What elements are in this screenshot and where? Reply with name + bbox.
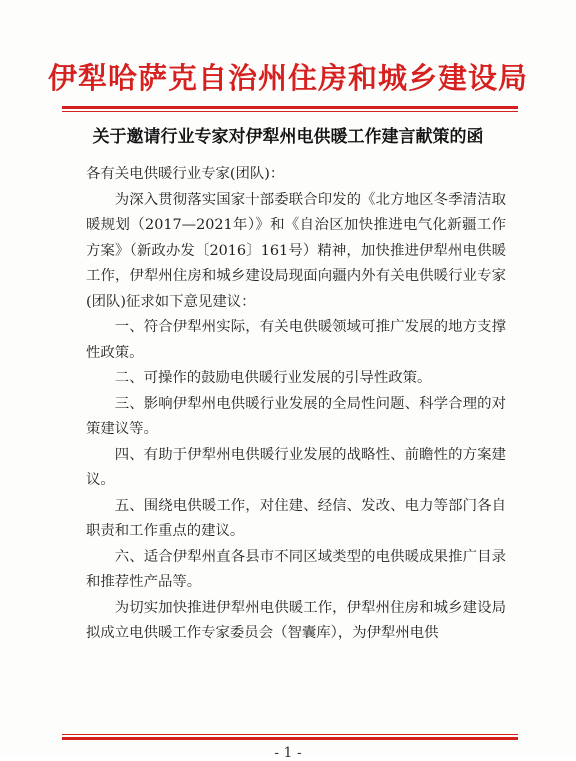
- paragraph-intro: 为深入贯彻落实国家十部委联合印发的《北方地区冬季清洁取暖规划（2017—2021年）》和《自治区加快推进电气化新疆工作方案》（新政办发〔2016〕161号）精神，加快推进伊犁州电供暖工作，伊犁州住房和城乡建设局现面向疆内外有关电供暖行业专家(团队)征求如下意见建议：: [86, 191, 506, 310]
- document-title: 关于邀请行业专家对伊犁州电供暖工作建言献策的函: [92, 127, 484, 147]
- paragraph-item-4: 四、有助于伊犁州电供暖行业发展的战略性、前瞻性的方案建议。: [86, 446, 506, 488]
- paragraph-closing: 为切实加快推进伊犁州电供暖工作，伊犁州住房和城乡建设局拟成立电供暖工作专家委员会（智囊库），为伊犁州电供: [86, 599, 506, 641]
- footer-rule-thick: [62, 737, 518, 740]
- page-number: - 1 -: [274, 745, 302, 761]
- paragraph-item-6: 六、适合伊犁州直各县市不同区域类型的电供暖成果推广目录和推荐性产品等。: [86, 548, 506, 590]
- paragraph-item-2: 二、可操作的鼓励电供暖行业发展的引导性政策。: [114, 370, 432, 386]
- letterhead-organization: 伊犁哈萨克自治州住房和城乡建设局: [47, 61, 528, 95]
- salutation: 各有关电供暖行业专家(团队)：: [86, 166, 285, 182]
- letterhead-rule-thick: [62, 106, 518, 109]
- paragraph-item-5: 五、围绕电供暖工作，对住建、经信、发改、电力等部门各自职责和工作重点的建议。: [86, 497, 506, 539]
- paragraph-item-3: 三、影响伊犁州电供暖行业发展的全局性问题、科学合理的对策建议等。: [86, 395, 506, 437]
- document-body: [86, 162, 506, 647]
- footer-rule-thin: [62, 734, 518, 735]
- letterhead-rule-thin: [62, 111, 518, 112]
- paragraph-item-1: 一、符合伊犁州实际，有关电供暖领域可推广发展的地方支撑性政策。: [86, 319, 506, 361]
